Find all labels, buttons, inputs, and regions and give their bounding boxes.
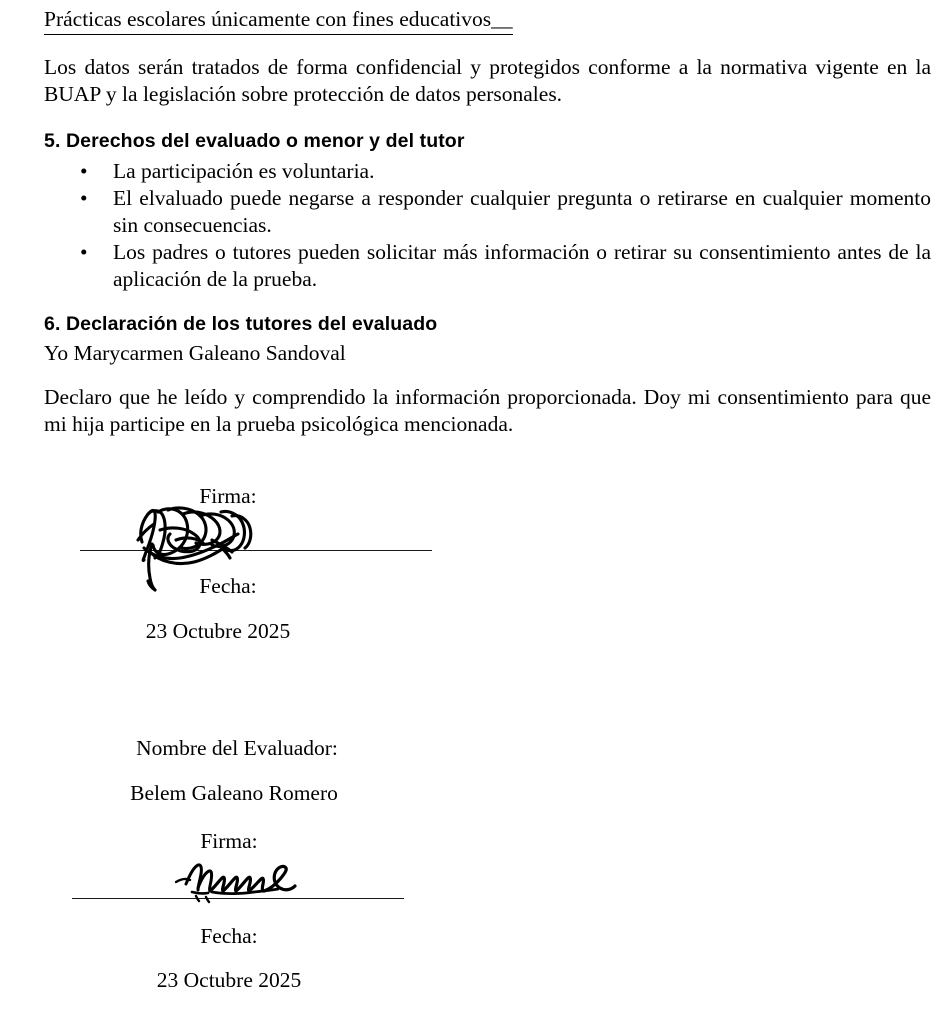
declaration-paragraph: Declaro que he leído y comprendido la información proporcionada. Doy mi consentimiento para que mi hija participe en la prueba psicológica mencionada.: [44, 385, 931, 436]
section-6-heading: 6. Declaración de los tutores del evaluado: [44, 313, 438, 335]
list-item: [44, 158, 931, 185]
list-item-label: El elvaluado puede negarse a responder cualquier pregunta o retirarse en cualquier momento sin consecuencias.: [113, 186, 931, 237]
list-item: [44, 185, 931, 239]
list-item: [44, 239, 931, 293]
list-item-label: Los padres o tutores pueden solicitar más información o retirar su consentimiento antes de la aplicación de la prueba.: [113, 240, 931, 291]
list-item-label: La participación es voluntaria.: [113, 159, 375, 183]
underlined-heading-line: Prácticas escolares únicamente con fines educativos__: [44, 5, 513, 35]
evaluator-fecha-label: Fecha:: [200, 924, 258, 948]
bullet-dot-icon: •: [80, 186, 88, 210]
evaluator-signature-rule: [72, 898, 404, 899]
tutor-fecha-label: Fecha:: [199, 574, 257, 598]
evaluator-signature-date: 23 Octubre 2025: [156, 968, 302, 992]
bullet-dot-icon: •: [80, 240, 88, 264]
rights-bullet-list: [44, 158, 931, 293]
evaluator-firma-label: Firma:: [200, 829, 258, 853]
evaluator-name-value: Belem Galeano Romero: [130, 781, 338, 805]
tutor-firma-label: Firma:: [199, 484, 257, 508]
evaluator-name-label: Nombre del Evaluador:: [136, 736, 338, 760]
tutor-name-line: Yo Marycarmen Galeano Sandoval: [44, 341, 346, 365]
tutor-signature-date: 23 Octubre 2025: [145, 619, 291, 643]
tutor-signature-rule: [80, 550, 432, 551]
confidentiality-paragraph: Los datos serán tratados de forma confidencial y protegidos conforme a la normativa vigente en la BUAP y la legislación sobre protección de datos personales.: [44, 55, 931, 106]
section-5-heading: 5. Derechos del evaluado o menor y del tutor: [44, 130, 465, 152]
bullet-dot-icon: •: [80, 159, 88, 183]
